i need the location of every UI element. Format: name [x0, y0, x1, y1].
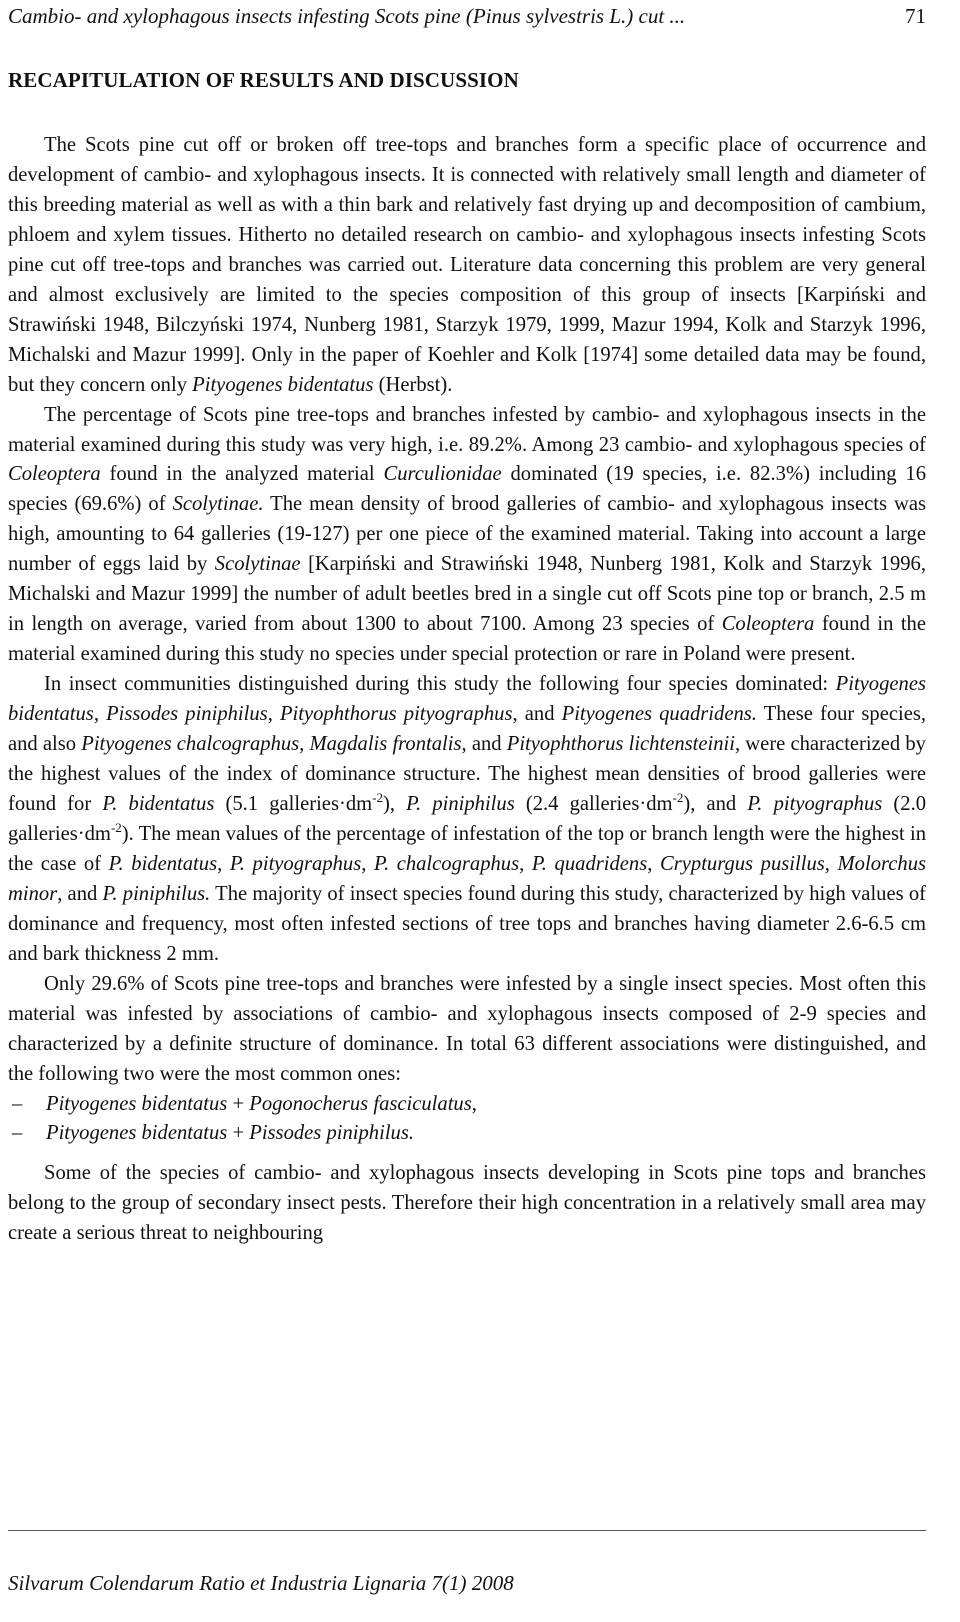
text-run: (5.1 galleries·dm: [214, 792, 373, 815]
text-run: ,: [471, 1092, 477, 1115]
italic-run: P. bidentatus: [102, 792, 215, 815]
text-run: , and: [512, 703, 562, 726]
superscript-run: -2: [372, 790, 383, 806]
paragraph: [8, 1159, 926, 1249]
text-run: found in the material examined during this study no species under special protection or rare in Poland were present.: [8, 613, 926, 666]
italic-run: P. piniphilus: [406, 792, 515, 815]
text-run: These four species, and also: [8, 703, 927, 756]
text-run: found in the analyzed material: [100, 463, 384, 486]
paragraph: [8, 401, 926, 671]
text-run: dominated (19 species, i.e. 82.3%) including 16 species (69.6%) of: [8, 463, 926, 516]
text-run: ,: [647, 852, 660, 875]
italic-run: P. quadridens: [531, 852, 648, 875]
text-run: , and: [57, 882, 103, 905]
italic-run: Pissodes piniphilus: [106, 703, 268, 726]
italic-run: Coleoptera: [721, 613, 815, 636]
running-title: Cambio- and xylophagous insects infesting Scots pine (Pinus sylvestris L.) cut ...: [8, 4, 686, 28]
text-run: ,: [93, 703, 107, 726]
italic-run: Coleoptera: [8, 463, 101, 486]
text-run: The mean density of brood galleries of cambio- and xylophagous insects was high, amounting to 64 galleries (19-127) per one piece of the examined material. Taking into account a large number of eggs laid by: [8, 493, 926, 576]
text-run: [Karpiński and Strawiński 1948, Nunberg 1981, Kolk and Starzyk 1996, Michalski and Mazur 1999] the number of adult beetles bred in a single cut off Scots pine top or branch, 2.5 m in length on average, varied from about 1300 to about 7100. Among 23 species of: [8, 553, 927, 636]
list-item-text: [46, 1122, 414, 1144]
text-run: Only 29.6% of Scots pine tree-tops and branches were infested by a single insect species. Most often this material was infested by associations of cambio- and xylophagous insects composed of 2-9 species and characterized by a definite structure of dominance. In total 63 different associations were distinguished, and the following two were the most common ones:: [8, 972, 926, 1085]
text-run: ,: [267, 703, 280, 726]
superscript-run: -2: [672, 790, 684, 806]
italic-run: Pityogenes bidentatus: [192, 373, 374, 396]
text-run: ), and: [683, 792, 748, 815]
paragraph: [8, 131, 926, 401]
text-run: The percentage of Scots pine tree-tops and branches infested by cambio- and xylophagous insects in the material examined during this study was very high, i.e. 89.2%. Among 23 cambio- and xylophagous species of: [8, 403, 926, 456]
text-run: ,: [217, 852, 230, 875]
italic-run: Pityogenes bidentatus: [46, 1092, 228, 1115]
italic-run: Pissodes piniphilus.: [249, 1122, 414, 1145]
italic-run: Pityogenes bidentatus: [8, 673, 926, 726]
text-run: ,: [824, 852, 838, 875]
text-run: ,: [519, 852, 532, 875]
section-heading: RECAPITULATION OF RESULTS AND DISCUSSION: [8, 68, 519, 92]
text-run: (Herbst).: [373, 373, 453, 396]
text-run: (2.4 galleries·dm: [514, 792, 673, 815]
running-header: [8, 2, 926, 30]
italic-run: Curculionidae: [383, 463, 502, 486]
italic-run: Scolytinae.: [172, 493, 264, 516]
italic-run: P. bidentatus: [108, 852, 218, 875]
italic-run: P. piniphilus.: [102, 882, 211, 905]
text-run: The Scots pine cut off or broken off tree-tops and branches form a specific place of occurrence and development of cambio- and xylophagous insects. It is connected with relatively small length and diameter of this breeding material as well as with a thin bark and relatively fast drying up and decomposition of cambium, phloem and xylem tissues. Hitherto no detailed research on cambio- and xylophagous insects infesting Scots pine cut off tree-tops and branches was carried out. Literature data concerning this problem are very general and almost exclusively are limited to the species composition of this group of insects [Karpiński and Strawiński 1948, Bilczyński 1974, Nunberg 1981, Starzyk 1979, 1999, Mazur 1994, Kolk and Starzyk 1996, Michalski and Mazur 1999]. Only in the paper of Koehler and Kolk [1974] some detailed data may be found, but they concern only: [8, 134, 926, 396]
text-run: ,: [361, 852, 375, 875]
text-run: The majority of insect species found during this study, characterized by high values of dominance and frequency, most often infested sections of tree tops and branches having diameter 2.6-6.5 cm and bark thickness 2 mm.: [8, 882, 926, 965]
italic-run: Pityogenes quadridens.: [561, 703, 757, 726]
list-item-text: [46, 1093, 477, 1115]
italic-run: P. pityographus: [229, 852, 362, 875]
list-dash: –: [12, 1122, 23, 1145]
text-run: ),: [382, 792, 407, 815]
body-text: [8, 131, 926, 1249]
italic-run: Scolytinae: [214, 553, 301, 576]
list-item: [8, 1119, 926, 1149]
text-run: Some of the species of cambio- and xylophagous insects developing in Scots pine tops and branches belong to the group of secondary insect pests. Therefore their high concentration in a relatively small area may create a serious threat to neighbouring: [8, 1162, 926, 1245]
text-run: (2.0 galleries·dm: [8, 792, 927, 845]
text-run: In insect communities distinguished during this study the following four species dominated:: [44, 673, 836, 696]
running-footer: Silvarum Colendarum Ratio et Industria Lignaria 7(1) 2008: [8, 1571, 514, 1595]
superscript-run: -2: [110, 820, 122, 836]
italic-run: Pityogenes bidentatus: [46, 1122, 228, 1145]
italic-run: Pityogenes chalcographus, Magdalis frontalis: [81, 733, 462, 756]
italic-run: P. chalcographus: [374, 852, 520, 875]
italic-run: Pityophthorus pityographus: [279, 703, 513, 726]
footer-rule: [8, 1530, 926, 1531]
text-run: ). The mean values of the percentage of infestation of the top or branch length were the highest in the case of: [8, 822, 926, 875]
italic-run: P. pityographus: [747, 792, 883, 815]
text-run: +: [227, 1122, 250, 1145]
italic-run: Pityophthorus lichtensteinii: [506, 733, 735, 756]
italic-run: Pogonocherus fasciculatus: [249, 1092, 472, 1115]
italic-run: Crypturgus pusillus: [660, 852, 825, 875]
italic-run: Molorchus minor: [8, 852, 926, 905]
paragraph: [8, 970, 926, 1090]
text-run: , and: [461, 733, 507, 756]
paragraph: [8, 670, 926, 970]
page-number: 71: [905, 4, 926, 28]
text-run: , were characterized by the highest values of the index of dominance structure. The highest mean densities of brood galleries were found for: [8, 733, 926, 815]
list-item: [8, 1090, 926, 1120]
list-dash: –: [12, 1092, 23, 1115]
text-run: +: [227, 1092, 250, 1115]
